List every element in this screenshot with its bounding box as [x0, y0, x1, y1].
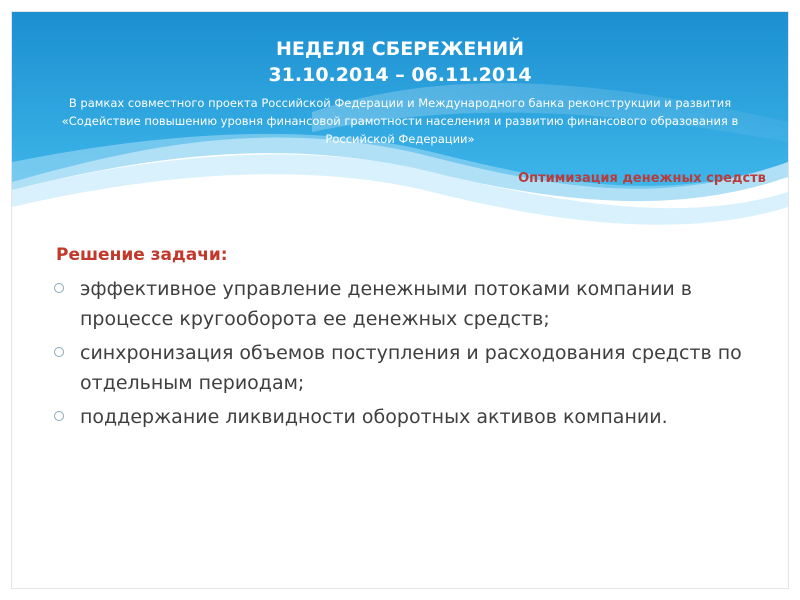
circle-bullet-icon [54, 347, 64, 357]
circle-bullet-icon [54, 411, 64, 421]
list-item [52, 274, 772, 334]
list-item-text: синхронизация объемов поступления и расходования средств по отдельным периодам; [80, 342, 742, 394]
bullet-list [52, 274, 772, 432]
slide [12, 12, 788, 588]
topic-label: Оптимизация денежных средств [518, 171, 766, 186]
subtitle: В рамках совместного проекта Российской Федерации и Международного банка реконструкции и развития «Содействие повышению уровня финансовой грамотности населения и развитию финансового образования в Российской Федерации» [61, 96, 739, 146]
header-banner [12, 12, 788, 242]
circle-bullet-icon [54, 283, 64, 293]
title-line-2: 31.10.2014 – 06.11.2014 [268, 64, 532, 86]
title-line-1: НЕДЕЛЯ СБЕРЕЖЕНИЙ [275, 38, 525, 60]
list-item-text: эффективное управление денежными потоками компании в процессе кругооборота ее денежных средств; [80, 278, 693, 330]
content [52, 240, 772, 436]
section-heading: Решение задачи: [56, 245, 228, 265]
page-title [12, 36, 788, 88]
list-item [52, 338, 772, 398]
list-item [52, 402, 772, 432]
list-item-text: поддержание ликвидности оборотных активов компании. [80, 406, 668, 428]
